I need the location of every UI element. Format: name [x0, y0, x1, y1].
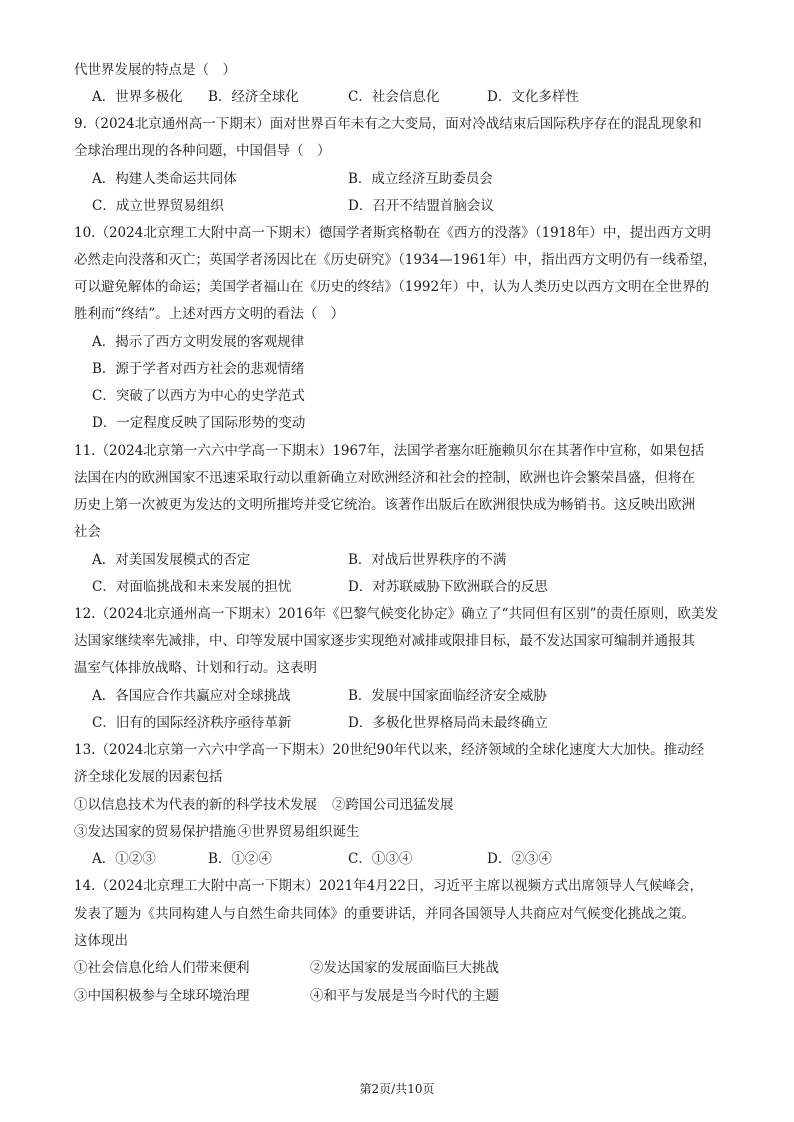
q14-items-row-2 [74, 983, 734, 1009]
q8-option-c: C．社会信息化 [348, 89, 440, 105]
q13-stem-line-1: 13.（2024北京第一六六中学高一下期末）20世纪90年代以来，经济领域的全球化速度大大加快。推动经 [74, 742, 705, 758]
q14-items-row-1 [74, 955, 734, 981]
q14-item-4: ④和平与发展是当今时代的主题 [310, 988, 499, 1004]
q11-option-a: A．对美国发展模式的否定 [92, 552, 251, 568]
q14-item-1: ①社会信息化给人们带来便利 [74, 960, 250, 976]
q12-option-d: D．多极化世界格局尚未最终确立 [348, 715, 548, 731]
q12-options-row-2 [92, 710, 752, 736]
q10-stem-line-3: 可以避免解体的命运；美国学者福山在《历史的终结》（1992年）中，认为人类历史以西方文明在全世界的 [74, 279, 710, 295]
q8-option-d: D．文化多样性 [487, 89, 579, 105]
q11-stem-line-4: 社会 [74, 524, 101, 540]
q9-options-row-1 [92, 166, 752, 192]
q11-stem-line-3: 历史上第一次被更为发达的文明所摧垮并受它统治。该著作出版后在欧洲很快成为畅销书。这反映出欧洲 [74, 497, 695, 513]
q9-options-row-2 [92, 193, 752, 219]
q10-option-b: B．源于学者对西方社会的悲观情绪 [92, 361, 305, 377]
q9-option-c: C．成立世界贸易组织 [92, 198, 224, 214]
q9-option-b: B．成立经济互助委员会 [348, 171, 493, 187]
q14-stem-line-3: 这体现出 [74, 933, 128, 949]
q11-option-d: D．对苏联威胁下欧洲联合的反思 [348, 579, 548, 595]
q12-stem-line-2: 达国家继续率先减排，中、印等发展中国家逐步实现绝对减排或限排目标，最不发达国家可编制并通报其 [74, 633, 695, 649]
q10-stem-line-2: 必然走向没落和灭亡；英国学者汤因比在《历史研究》（1934—1961年）中，指出西方文明仍有一线希望， [74, 252, 717, 268]
q10-stem-line-4: 胜利而“终结”。上述对西方文明的看法（ ） [74, 306, 345, 322]
q13-option-a: A．①②③ [92, 851, 156, 867]
q11-options-row-1 [92, 547, 752, 573]
q11-option-c: C．对面临挑战和未来发展的担忧 [92, 579, 292, 595]
q10-option-c: C．突破了以西方为中心的史学范式 [92, 388, 305, 404]
q13-stem-line-2: 济全球化发展的因素包括 [74, 769, 223, 785]
q12-options-row-1 [92, 683, 752, 709]
q12-stem-line-3: 温室气体排放战略、计划和行动。这表明 [74, 660, 317, 676]
q12-option-c: C．旧有的国际经济秩序亟待革新 [92, 715, 292, 731]
q12-option-a: A．各国应合作共赢应对全球挑战 [92, 688, 291, 704]
q13-item-4: ④世界贸易组织诞生 [238, 824, 360, 840]
q10-option-d: D．一定程度反映了国际形势的变动 [92, 415, 306, 431]
q13-option-b: B．①②④ [208, 851, 272, 867]
page-number: 第2页/共10页 [359, 1082, 435, 1096]
q11-options-row-2 [92, 574, 752, 600]
q10-option-a: A．揭示了西方文明发展的客观规律 [92, 334, 305, 350]
q10-stem-line-1: 10.（2024北京理工大附中高一下期末）德国学者斯宾格勒在《西方的没落》（1918年）中，提出西方文明 [74, 225, 711, 241]
q12-stem-line-1: 12.（2024北京通州高一下期末）2016年《巴黎气候变化协定》确立了“共同但有区别”的责任原则，欧美发 [74, 606, 718, 622]
q14-item-3: ③中国积极参与全球环境治理 [74, 988, 250, 1004]
q8-option-a: A．世界多极化 [92, 89, 183, 105]
q13-option-d: D．②③④ [487, 851, 552, 867]
q9-stem-line-1: 9.（2024北京通州高一下期末）面对世界百年未有之大变局，面对冷战结束后国际秩序存在的混乱现象和 [74, 116, 702, 132]
q11-stem-line-2: 法国在内的欧洲国家不迅速采取行动以重新确立对欧洲经济和社会的控制，欧洲也许会繁荣昌盛，但将在 [74, 470, 695, 486]
q13-items-row-2 [74, 819, 734, 845]
q14-item-2: ②发达国家的发展面临巨大挑战 [310, 960, 499, 976]
q12-option-b: B．发展中国家面临经济安全威胁 [348, 688, 547, 704]
q14-stem-line-1: 14.（2024北京理工大附中高一下期末）2021年4月22日，习近平主席以视频方式出席领导人气候峰会， [74, 878, 703, 894]
q13-item-1: ①以信息技术为代表的新的科学技术发展 [74, 797, 317, 813]
q9-stem-line-2: 全球治理出现的各种问题，中国倡导（ ） [74, 143, 331, 159]
q11-option-b: B．对战后世界秩序的不满 [348, 552, 507, 568]
q9-option-a: A．构建人类命运共同体 [92, 171, 237, 187]
q13-options-row [92, 846, 752, 872]
q11-stem-line-1: 11.（2024北京第一六六中学高一下期末）1967年，法国学者塞尔旺施赖贝尔在其著作中宣称，如果包括 [74, 443, 705, 459]
q9-option-d: D．召开不结盟首脑会议 [348, 198, 494, 214]
q8-options-row [92, 84, 752, 110]
q13-option-c: C．①③④ [348, 851, 413, 867]
q13-items-row-1 [74, 792, 734, 818]
q14-stem-line-2: 发表了题为《共同构建人与自然生命共同体》的重要讲话，并同各国领导人共商应对气候变化挑战之策。 [74, 906, 695, 922]
q8-stem: 代世界发展的特点是（ ） [74, 62, 236, 78]
q13-item-3: ③发达国家的贸易保护措施 [74, 824, 236, 840]
q8-option-b: B．经济全球化 [208, 89, 299, 105]
q13-item-2: ②跨国公司迅猛发展 [332, 797, 454, 813]
